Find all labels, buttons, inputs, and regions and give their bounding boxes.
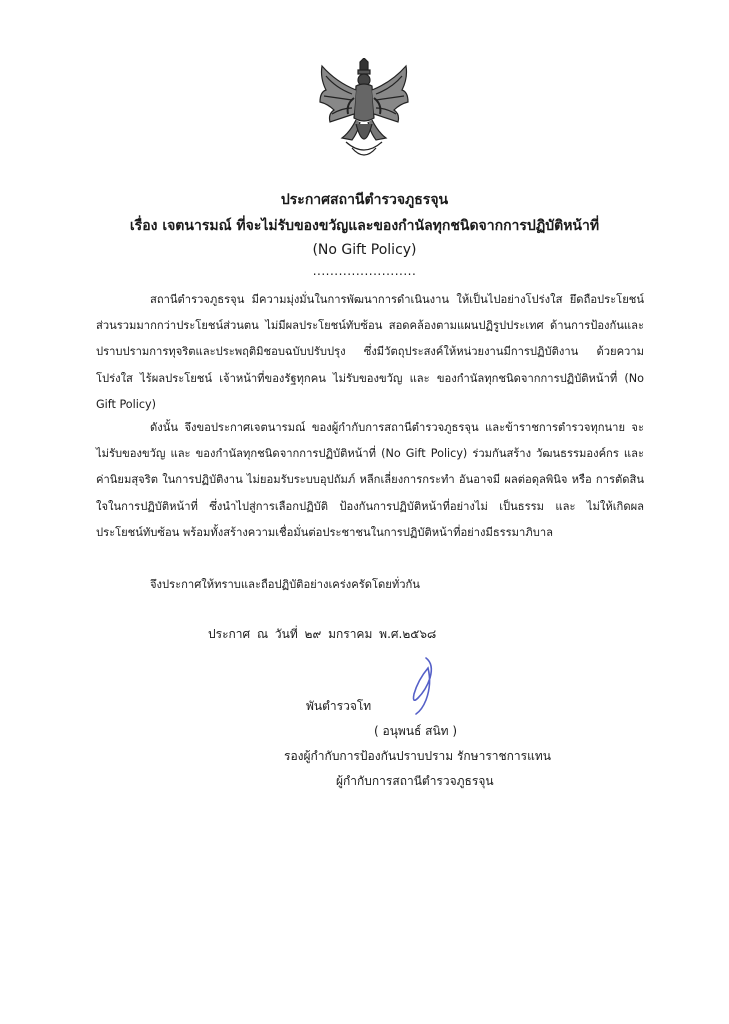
signatory-name: ( อนุพนธ์ สนิท ) [374, 724, 458, 738]
date-line: ประกาศ ณ วันที่ ๒๙ มกราคม พ.ศ.๒๕๖๘ [208, 627, 437, 641]
garuda-emblem-icon [316, 58, 412, 162]
body-paragraph-3: จึงประกาศให้ทราบและถือปฏิบัติอย่างเคร่งครัดโดยทั่วกัน [150, 578, 420, 591]
signatory-position-2: ผู้กำกับการสถานีตำรวจภูธรจุน [336, 774, 494, 788]
signatory-position-1: รองผู้กำกับการป้องกันปราบปราม รักษาราชการแทน [284, 749, 551, 763]
separator-dots: ........................ [312, 264, 417, 278]
signatory-rank: พันตำรวจโท [306, 699, 372, 713]
announcement-subject: เรื่อง เจตนารมณ์ ที่จะไม่รับของขวัญและของกำนัลทุกชนิดจากการปฏิบัติหน้าที่ [129, 218, 600, 234]
announcement-title: ประกาศสถานีตำรวจภูธรจุน [280, 192, 449, 208]
body-paragraph-2: ดังนั้น จึงขอประกาศเจตนารมณ์ ของผู้กำกับการสถานีตำรวจภูธรจุน และข้าราชการตำรวจทุกนาย จะไม่รับของขวัญ และ ของกำนัลทุกชนิดจากการปฏิบัติหน้าที่ (No Gift Policy) ร่วมกันสร้าง วัฒนธรรมองค์กร และ ค่านิยมสุจริต ในการปฏิบัติงาน ไม่ยอมรับระบบอุปถัมภ์ หลีกเลี่ยงการกระทำ อันอาจมี ผลต่อดุลพินิจ หรือ การตัดสินใจในการปฏิบัติหน้าที่ ซึ่งนำไปสู่การเลือกปฏิบัติ ป้องกันการปฏิบัติหน้าที่อย่างไม่ เป็นธรรม และ ไม่ให้เกิดผลประโยชน์ทับซ้อน พร้อมทั้งสร้างความเชื่อมั่นต่อประชาชนในการปฏิบัติหน้าที่อย่างมีธรรมาภิบาล [96, 421, 644, 539]
handwritten-signature [404, 654, 440, 718]
body-paragraph-1: สถานีตำรวจภูธรจุน มีความมุ่งมั่นในการพัฒนาการดำเนินงาน ให้เป็นไปอย่างโปร่งใส ยึดถือประโยชน์ส่วนรวมมากกว่าประโยชน์ส่วนตน ไม่มีผลประโยชน์ทับซ้อน สอดคล้องตามแผนปฏิรูปประเทศ ด้านการป้องกันและปราบปรามการทุจริตและประพฤติมิชอบฉบับปรับปรุง ซึ่งมีวัตถุประสงค์ให้หน่วยงานมีการปฏิบัติงาน ด้วยความโปร่งใส ไร้ผลประโยชน์ เจ้าหน้าที่ของรัฐทุกคน ไม่รับของขวัญ และ ของกำนัลทุกชนิดจากการปฏิบัติหน้าที่ (No Gift Policy) [96, 293, 644, 411]
policy-label: (No Gift Policy) [312, 242, 417, 258]
